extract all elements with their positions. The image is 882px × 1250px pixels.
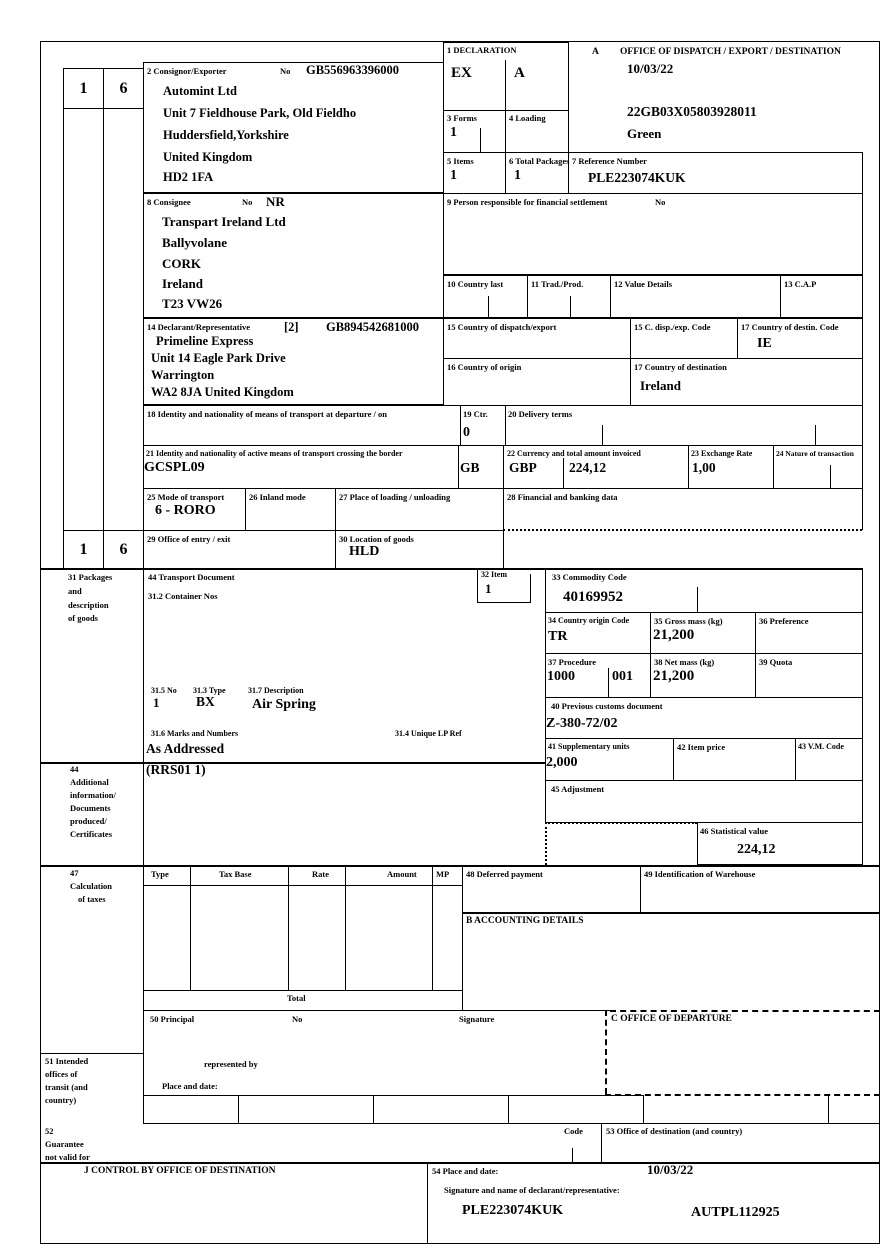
tax-table-column-line [432, 865, 433, 990]
box17-value: Ireland [640, 378, 681, 393]
box26-label: 26 Inland mode [249, 492, 306, 502]
box53-left-border-line [601, 1123, 602, 1162]
box21-nationality-divider-line [458, 445, 459, 488]
copy-number-cell [63, 530, 104, 569]
tax-table-column-line [288, 865, 289, 990]
tax-table-column-line [345, 865, 346, 990]
box19-value: 0 [463, 425, 470, 440]
box50-no-label: No [292, 1014, 303, 1024]
box38-value: 21,200 [653, 668, 695, 684]
box51-label-line: country) [45, 1095, 77, 1105]
tax-table-border-line [462, 865, 463, 1010]
section-divider-line [40, 762, 545, 764]
box5-label: 5 Items [447, 156, 474, 166]
box18-label: 18 Identity and nationality of means of transport at departure / on [147, 409, 387, 419]
tax-column-header: Amount [387, 869, 417, 879]
box10-label: 10 Country last [447, 279, 504, 289]
box2-address-line: Unit 7 Fieldhouse Park, Old Fieldho [163, 106, 357, 120]
box31-label-line: and [68, 586, 82, 596]
tax-table-column-line [190, 865, 191, 990]
box48-49-divider-line [640, 865, 641, 912]
box31-5-label: 31.5 No [151, 686, 177, 695]
box50-represented-label: represented by [204, 1059, 258, 1069]
box47-label-line: Calculation [70, 881, 113, 891]
box8-no-label: No [242, 197, 253, 207]
box2-label: 2 Consignor/Exporter [147, 66, 227, 76]
box19-label: 19 Ctr. [463, 409, 488, 419]
box4-label: 4 Loading [509, 113, 546, 123]
box52-label-line: 52 [45, 1126, 54, 1136]
box48-label: 48 Deferred payment [466, 869, 543, 879]
tax-column-header: Rate [312, 869, 329, 879]
box54-name: AUTPL112925 [691, 1205, 780, 1220]
section-divider-line [462, 912, 880, 914]
box46-value: 224,12 [737, 842, 776, 857]
box17a-label: 17 Country of destin. Code [741, 322, 839, 332]
box3-label: 3 Forms [447, 113, 477, 123]
box54-reference: PLE223074KUK [462, 1203, 564, 1218]
box44-label-line: Documents [70, 803, 111, 813]
box11-tick-line [570, 296, 571, 318]
transit-cell-line [143, 1095, 144, 1123]
box28-label: 28 Financial and banking data [507, 492, 618, 502]
box41-value: 2,000 [546, 755, 578, 770]
box32-left-border-line [477, 568, 478, 602]
box46-label: 46 Statistical value [700, 826, 768, 836]
box21-value: GCSPL09 [144, 460, 205, 475]
box33-tick-line [697, 587, 698, 612]
box22-tick-line [563, 458, 564, 488]
box30-label: 30 Location of goods [339, 534, 414, 544]
box52-label-line: Guarantee [45, 1139, 84, 1149]
box17-label: 17 Country of destination [634, 362, 727, 372]
transit-cell-line [508, 1095, 509, 1123]
box2-address-line: United Kingdom [163, 150, 253, 164]
box16-label: 16 Country of origin [447, 362, 522, 372]
code-tick-line [572, 1148, 573, 1162]
box8-address-line: Transpart Ireland Ltd [162, 214, 286, 229]
box51-label-line: offices of [45, 1069, 78, 1079]
box50-left-border-line [143, 1010, 144, 1095]
box38-label: 38 Net mass (kg) [654, 657, 715, 667]
box30-value: HLD [349, 544, 380, 559]
copy-number: 6 [119, 79, 128, 97]
box51-top-line [40, 1053, 143, 1054]
tax-table-bottom-line [143, 1010, 610, 1011]
box50-label: 50 Principal [150, 1014, 195, 1024]
box46-dotted-top-line [545, 822, 697, 824]
box22-amount: 224,12 [569, 460, 607, 475]
box44-label-line: 44 [70, 764, 79, 774]
box2-eori: GB556963396000 [306, 63, 400, 77]
box44-transport-doc-label: 44 Transport Document [148, 572, 235, 582]
boxA-date: 10/03/22 [627, 61, 674, 76]
boxJ-label: J CONTROL BY OFFICE OF DESTINATION [84, 1166, 276, 1176]
tax-table-border-line [143, 865, 144, 1010]
box8-address-line: Ballyvolane [162, 235, 228, 250]
box9-no-label: No [655, 197, 666, 207]
box33-value: 40169952 [563, 589, 623, 605]
box31-5-value: 1 [153, 695, 160, 710]
box14-eori: GB894542681000 [326, 320, 420, 334]
box44-value: (RRS01 1) [146, 762, 206, 777]
box2-address-line: Huddersfield,Yorkshire [163, 128, 289, 142]
box43-label: 43 V.M. Code [798, 742, 844, 751]
label-column-divider-line [143, 568, 144, 865]
box14-address-line: WA2 8JA United Kingdom [151, 385, 294, 399]
copy-number-cell [103, 68, 144, 109]
copy-number: 1 [79, 79, 88, 97]
box31-6-label: 31.6 Marks and Numbers [151, 729, 239, 738]
box8-no-value: NR [266, 194, 285, 209]
transit-cell-line [373, 1095, 374, 1123]
tax-column-header: Type [151, 869, 169, 879]
box22-label: 22 Currency and total amount invoiced [507, 449, 641, 458]
box53-label: 53 Office of destination (and country) [606, 1126, 743, 1136]
box39-label: 39 Quota [759, 657, 793, 667]
box8-address-line: T23 VW26 [162, 296, 223, 311]
box20-tick-line [815, 425, 816, 445]
box49-label: 49 Identification of Warehouse [644, 869, 756, 879]
box42-label: 42 Item price [677, 742, 726, 752]
box37-value2: 001 [612, 669, 633, 684]
box7-label: 7 Reference Number [572, 156, 647, 166]
box44-label-line: Additional [70, 777, 109, 787]
box14-label: 14 Declarant/Representative [147, 322, 250, 332]
box1-type: EX [451, 65, 472, 81]
box8-address-line: Ireland [162, 276, 203, 291]
box14-address-line: Primeline Express [156, 334, 254, 348]
box13-label: 13 C.A.P [784, 279, 817, 289]
box2-address-line: Automint Ltd [163, 84, 237, 98]
box23-value: 1,00 [692, 460, 716, 475]
box31-6-value: As Addressed [146, 741, 225, 756]
box51-label-line: transit (and [45, 1082, 88, 1092]
copy-column-strip [63, 108, 104, 531]
box2-address-line: HD2 1FA [163, 170, 214, 184]
boxC-dashed-left-line [605, 1010, 607, 1094]
section-divider-line [40, 865, 880, 867]
box31-3-label: 31.3 Type [193, 686, 226, 695]
box40-label: 40 Previous customs document [551, 701, 663, 711]
boxJ-54-divider-line [427, 1162, 428, 1244]
box50-place-date-label: Place and date: [162, 1081, 218, 1091]
tax-table-total-line [143, 990, 462, 991]
tax-table-header-line [143, 885, 462, 886]
box8-label: 8 Consignee [147, 197, 191, 207]
box31-3-value: BX [196, 694, 215, 709]
box32-right-border-line [530, 574, 531, 602]
transit-cells-top-line [143, 1095, 643, 1096]
box31-4-label: 31.4 Unique LP Ref [395, 729, 462, 738]
box17a-value: IE [757, 336, 772, 351]
copy-number-cell [63, 68, 104, 109]
box45-label: 45 Adjustment [551, 784, 605, 794]
box32-bottom-border-line [477, 602, 531, 603]
tax-total-label: Total [287, 993, 306, 1003]
box8-address-line: CORK [162, 256, 201, 271]
box31-7-label: 31.7 Description [248, 686, 304, 695]
tax-column-header: Tax Base [219, 869, 252, 879]
box51-label-line: 51 Intended [45, 1056, 89, 1066]
boxB-label: B ACCOUNTING DETAILS [466, 916, 584, 926]
box1-subtype: A [514, 65, 525, 81]
boxC-dashed-bottom-line [605, 1094, 880, 1096]
box21-nationality: GB [460, 460, 480, 475]
copy-number-cell [103, 530, 144, 569]
box54-label: 54 Place and date: [432, 1166, 499, 1176]
box37-value: 1000 [547, 669, 575, 684]
box54-date: 10/03/22 [647, 1162, 694, 1177]
box37-tick-line [608, 668, 609, 697]
box24-label: 24 Nature of transaction [776, 449, 854, 458]
box15a-label: 15 C. disp./exp. Code [634, 322, 711, 332]
box20-label: 20 Delivery terms [508, 409, 573, 419]
box31-label-line: of goods [68, 613, 98, 623]
boxA-letter: A [592, 47, 599, 57]
box37-label: 37 Procedure [548, 657, 597, 667]
box3-tick-line [480, 128, 481, 152]
box47-label-line: 47 [70, 868, 79, 878]
box12-label: 12 Value Details [614, 279, 673, 289]
box31-7-value: Air Spring [252, 697, 316, 712]
box52-code-label: Code [564, 1126, 583, 1136]
copy-number: 1 [79, 540, 88, 558]
box9-label: 9 Person responsible for financial settlement [447, 197, 608, 207]
box44-label-line: produced/ [70, 816, 107, 826]
box24-tick-line [830, 465, 831, 488]
boxC-dashed-top-line [610, 1010, 880, 1012]
copy-number: 6 [119, 540, 128, 558]
box6-label: 6 Total Packages [509, 156, 570, 166]
box6-value: 1 [514, 168, 521, 183]
box52-label-line: not valid for [45, 1152, 90, 1162]
box35-label: 35 Gross mass (kg) [654, 616, 723, 626]
transit-cell-line [643, 1095, 644, 1123]
box1-divider-line [505, 60, 506, 110]
box40-value: Z-380-72/02 [546, 716, 618, 731]
box14-code: [2] [284, 320, 299, 334]
box31-label-line: 31 Packages [68, 572, 113, 582]
box41-label: 41 Supplementary units [548, 742, 630, 751]
box23-label: 23 Exchange Rate [691, 449, 753, 458]
box20-tick-line [602, 425, 603, 445]
box54-signature-label: Signature and name of declarant/representative: [444, 1185, 620, 1195]
box28-right-border-line [862, 488, 863, 530]
box5-value: 1 [450, 168, 457, 183]
box44-label-line: Certificates [70, 829, 113, 839]
box14-address-line: Warrington [151, 368, 215, 382]
box32-value: 1 [485, 581, 492, 596]
tax-column-header: MP [436, 869, 450, 879]
box14-address-line: Unit 14 Eagle Park Drive [151, 351, 286, 365]
box28-dotted-bottom-line [503, 529, 862, 531]
row-divider-line [143, 1123, 880, 1124]
box29-label: 29 Office of entry / exit [147, 534, 231, 544]
box32-label: 32 Item [481, 570, 507, 579]
copy-column-strip [103, 108, 144, 531]
box3-value: 1 [450, 125, 457, 140]
box25-label: 25 Mode of transport [147, 492, 225, 502]
transit-cell-line [238, 1095, 239, 1123]
box11-label: 11 Trad./Prod. [531, 279, 584, 289]
box10-tick-line [488, 296, 489, 318]
box22-currency: GBP [509, 460, 537, 475]
box15-label: 15 Country of dispatch/export [447, 322, 557, 332]
box34-value: TR [548, 629, 568, 644]
box35-value: 21,200 [653, 627, 695, 643]
box1-label: 1 DECLARATION [447, 45, 517, 55]
box50-signature-label: Signature [459, 1014, 495, 1024]
box31-label-line: description [68, 600, 109, 610]
boxA-label: OFFICE OF DISPATCH / EXPORT / DESTINATION [620, 47, 841, 57]
transit-cell-line [828, 1094, 829, 1123]
box47-label-line: of taxes [78, 894, 106, 904]
box46-dotted-left-line [545, 822, 547, 865]
box31-2-container-label: 31.2 Container Nos [148, 591, 218, 601]
box21-label: 21 Identity and nationality of active means of transport crossing the border [146, 449, 403, 458]
box7-value: PLE223074KUK [588, 170, 686, 185]
box44-label-line: information/ [70, 790, 116, 800]
box27-label: 27 Place of loading / unloading [339, 492, 451, 502]
box36-label: 36 Preference [759, 616, 809, 626]
box25-value: 6 - RORO [155, 503, 216, 518]
box33-label: 33 Commodity Code [552, 572, 627, 582]
box34-label: 34 Country origin Code [548, 616, 630, 625]
box2-no-label: No [280, 66, 291, 76]
boxC-label: C OFFICE OF DEPARTURE [611, 1014, 732, 1024]
section-divider-line [40, 1162, 880, 1164]
boxA-mrn: 22GB03X05803928011 [627, 104, 757, 119]
boxA-routing: Green [627, 126, 662, 141]
